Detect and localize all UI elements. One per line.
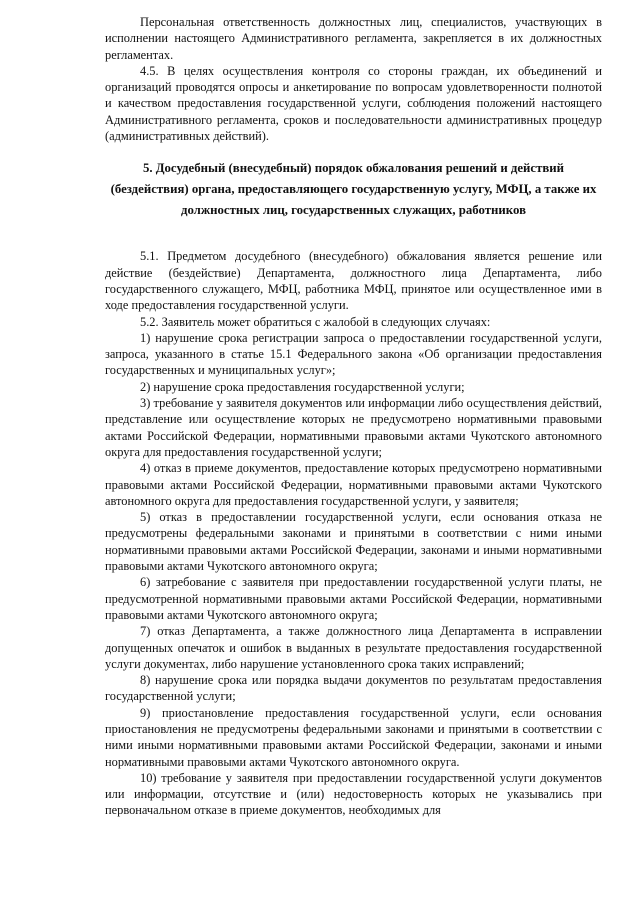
list-item-7: 7) отказ Департамента, а также должностного лица Департамента в исправлении допущенных опечаток и ошибок в выданных в результате предоставления государственной услуги документах, либо нарушение установленного срока таких исправлений; <box>105 624 602 671</box>
list-item-6: 6) затребование с заявителя при предоставлении государственной услуги платы, не предусмотренной нормативными правовыми актами Российской Федерации, нормативными правовыми актами Чукотского автономного округа; <box>105 575 602 622</box>
paragraph-responsibility: Персональная ответственность должностных лиц, специалистов, участвующих в исполнении настоящего Административного регламента, закрепляется в их должностных регламентах. <box>105 15 602 62</box>
paragraph-5-2: 5.2. Заявитель может обратиться с жалобой в следующих случаях: <box>140 314 491 329</box>
list-item-1: 1) нарушение срока регистрации запроса о предоставлении государственной услуги, запроса, указанного в статье 15.1 Федерального закона «Об организации предоставления государственных и муниципальных услуг»; <box>105 330 602 378</box>
list-item-5: 5) отказ в предоставлении государственной услуги, если основания отказа не предусмотрены федеральными законами и принятыми в соответствии с ними иными нормативными правовыми актами Российской Федерации, законами и иными нормативными правовыми актами Чукотского автономного округа; <box>105 510 602 574</box>
paragraph-4-5: 4.5. В целях осуществления контроля со стороны граждан, их объединений и организаций проводятся опросы и анкетирование по вопросам удовлетворенности полнотой и качеством предоставления государственной услуги, соблюдения положений настоящего Административного регламента, сроков и последовательности административных процедур (административных действий). <box>105 63 602 144</box>
list-item-4: 4) отказ в приеме документов, предоставление которых предусмотрено нормативными правовыми актами Российской Федерации, нормативными правовыми актами Чукотского автономного округа для предоставления государственной услуги, у заявителя; <box>105 461 602 508</box>
list-item-9: 9) приостановление предоставления государственной услуги, если основания приостановления не предусмотрены федеральными законами и принятыми в соответствии с ними иными нормативными правовыми актами Российской Федерации, законами и иными нормативными правовыми актами Чукотского автономного округа. <box>105 705 602 769</box>
document-page <box>105 14 602 819</box>
list-item-3: 3) требование у заявителя документов или информации либо осуществления действий, представление или осуществление которых не предусмотрено нормативными правовыми актами Российской Федерации, нормативными правовыми актами Чукотского автономного округа для предоставления государственной услуги; <box>105 396 602 459</box>
list-item-2: 2) нарушение срока предоставления государственной услуги; <box>140 379 465 394</box>
paragraph-5-1: 5.1. Предметом досудебного (внесудебного) обжалования является решение или действие (бездействие) Департамента, должностного лица Департамента, либо государственного служащего, МФЦ, работника МФЦ, принятое или осуществленное ими в ходе предоставления государственной услуги. <box>105 249 602 313</box>
list-item-8: 8) нарушение срока или порядка выдачи документов по результатам предоставления государственной услуги; <box>105 673 602 704</box>
intro-block <box>105 14 602 144</box>
list-item-10: 10) требование у заявителя при предоставлении государственной услуги документов или информации, отсутствие и (или) недостоверность которых не указывались при первоначальном отказе в приеме документов, необходимых для <box>105 770 602 818</box>
section-5-body <box>105 248 602 818</box>
section-5-heading: 5. Досудебный (внесудебный) порядок обжалования решений и действий (бездействия) органа, предоставляющего государственную услугу, МФЦ, а также их должностных лиц, государственных служащих, работников <box>110 161 597 218</box>
